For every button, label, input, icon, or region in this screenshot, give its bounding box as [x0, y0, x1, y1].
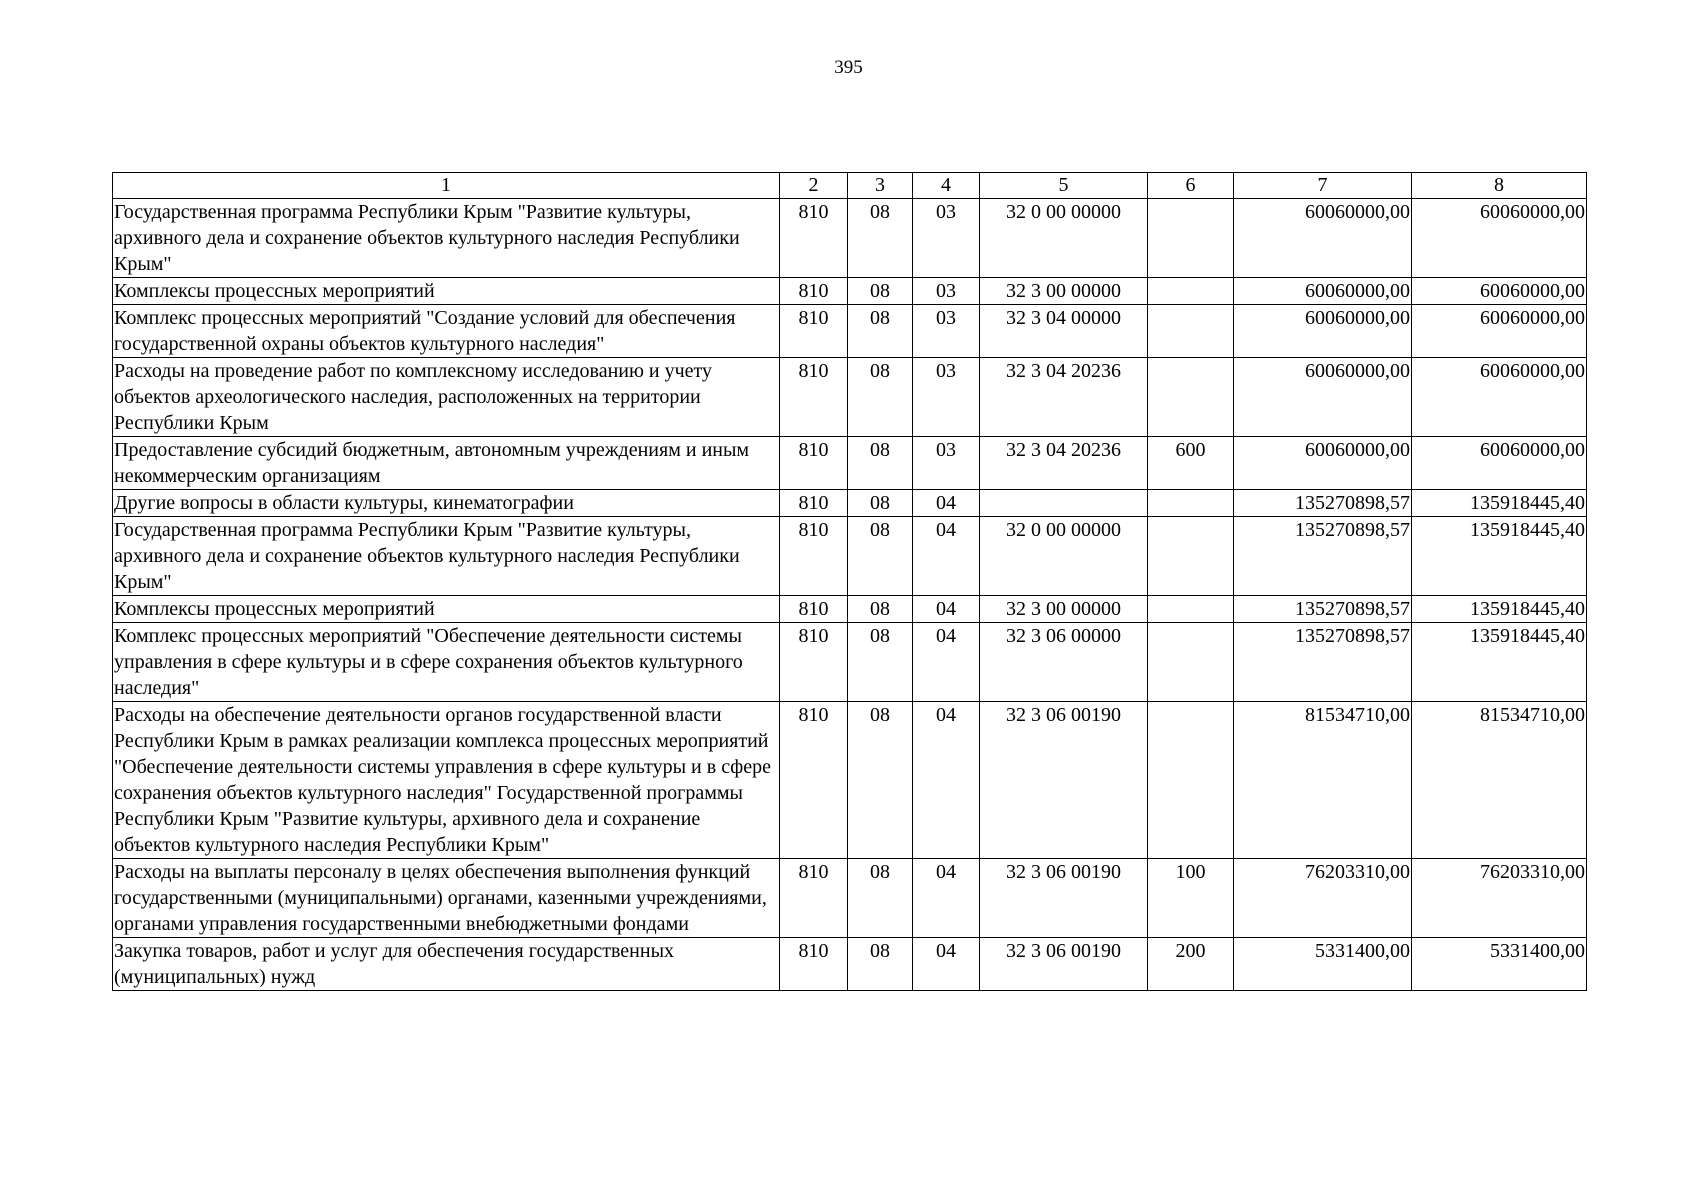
column-header: 5	[980, 173, 1148, 199]
cell-col-6	[1148, 490, 1234, 517]
cell-col-5: 32 0 00 00000	[980, 517, 1148, 596]
cell-col-2: 810	[780, 199, 848, 278]
cell-col-6: 600	[1148, 437, 1234, 490]
table-row	[113, 437, 1587, 490]
row-description: Закупка товаров, работ и услуг для обеспечения государственных (муниципальных) нужд	[113, 938, 780, 991]
cell-col-3: 08	[848, 358, 913, 437]
cell-amount-col-8: 60060000,00	[1412, 437, 1587, 490]
cell-amount-col-8: 81534710,00	[1412, 702, 1587, 859]
cell-col-4: 04	[913, 859, 980, 938]
table-row	[113, 517, 1587, 596]
cell-amount-col-7: 60060000,00	[1234, 278, 1412, 305]
cell-amount-col-7: 135270898,57	[1234, 596, 1412, 623]
cell-amount-col-8: 135918445,40	[1412, 517, 1587, 596]
cell-col-3: 08	[848, 278, 913, 305]
cell-col-5: 32 3 06 00190	[980, 702, 1148, 859]
cell-col-3: 08	[848, 702, 913, 859]
cell-col-2: 810	[780, 490, 848, 517]
cell-amount-col-8: 76203310,00	[1412, 859, 1587, 938]
cell-col-5: 32 3 04 00000	[980, 305, 1148, 358]
cell-col-4: 04	[913, 702, 980, 859]
row-description: Комплексы процессных мероприятий	[113, 278, 780, 305]
row-description: Расходы на обеспечение деятельности органов государственной власти Республики Крым в рамках реализации комплекса процессных мероприятий "Обеспечение деятельности системы управления в сфере культуры и в сфере сохранения объектов культурного наследия" Государственной программы Республики Крым "Развитие культуры, архивного дела и сохранение объектов культурного наследия Республики Крым"	[113, 702, 780, 859]
cell-amount-col-7: 5331400,00	[1234, 938, 1412, 991]
cell-col-3: 08	[848, 305, 913, 358]
cell-amount-col-7: 135270898,57	[1234, 490, 1412, 517]
cell-col-4: 03	[913, 437, 980, 490]
cell-amount-col-7: 60060000,00	[1234, 305, 1412, 358]
cell-col-6	[1148, 596, 1234, 623]
cell-col-3: 08	[848, 437, 913, 490]
row-description: Расходы на проведение работ по комплексному исследованию и учету объектов археологического наследия, расположенных на территории Республики Крым	[113, 358, 780, 437]
cell-col-6: 200	[1148, 938, 1234, 991]
cell-col-2: 810	[780, 596, 848, 623]
cell-col-2: 810	[780, 702, 848, 859]
cell-col-6	[1148, 199, 1234, 278]
cell-col-2: 810	[780, 623, 848, 702]
cell-col-2: 810	[780, 305, 848, 358]
cell-col-6	[1148, 623, 1234, 702]
cell-col-6	[1148, 702, 1234, 859]
row-description: Комплексы процессных мероприятий	[113, 596, 780, 623]
cell-col-3: 08	[848, 596, 913, 623]
cell-col-2: 810	[780, 938, 848, 991]
cell-col-5: 32 3 00 00000	[980, 596, 1148, 623]
cell-amount-col-7: 60060000,00	[1234, 199, 1412, 278]
cell-col-5	[980, 490, 1148, 517]
cell-col-2: 810	[780, 517, 848, 596]
cell-col-2: 810	[780, 278, 848, 305]
cell-col-4: 04	[913, 517, 980, 596]
table-row	[113, 278, 1587, 305]
cell-col-4: 04	[913, 596, 980, 623]
cell-amount-col-8: 135918445,40	[1412, 623, 1587, 702]
cell-amount-col-8: 135918445,40	[1412, 490, 1587, 517]
cell-col-4: 03	[913, 278, 980, 305]
cell-col-6	[1148, 358, 1234, 437]
cell-amount-col-8: 60060000,00	[1412, 278, 1587, 305]
cell-amount-col-8: 60060000,00	[1412, 358, 1587, 437]
cell-amount-col-7: 76203310,00	[1234, 859, 1412, 938]
cell-col-2: 810	[780, 437, 848, 490]
table-row	[113, 490, 1587, 517]
row-description: Расходы на выплаты персоналу в целях обеспечения выполнения функций государственными (муниципальными) органами, казенными учреждениями, органами управления государственными внебюджетными фондами	[113, 859, 780, 938]
cell-amount-col-7: 81534710,00	[1234, 702, 1412, 859]
cell-col-5: 32 3 06 00190	[980, 938, 1148, 991]
cell-amount-col-8: 60060000,00	[1412, 305, 1587, 358]
column-header: 4	[913, 173, 980, 199]
cell-col-5: 32 3 04 20236	[980, 358, 1148, 437]
row-description: Комплекс процессных мероприятий "Обеспечение деятельности системы управления в сфере культуры и в сфере сохранения объектов культурного наследия"	[113, 623, 780, 702]
cell-col-5: 32 3 04 20236	[980, 437, 1148, 490]
column-header: 3	[848, 173, 913, 199]
table-row	[113, 596, 1587, 623]
budget-table	[112, 172, 1587, 991]
cell-col-4: 03	[913, 305, 980, 358]
cell-col-3: 08	[848, 859, 913, 938]
cell-col-5: 32 3 00 00000	[980, 278, 1148, 305]
cell-col-2: 810	[780, 859, 848, 938]
column-header: 2	[780, 173, 848, 199]
table-row	[113, 199, 1587, 278]
cell-col-4: 04	[913, 938, 980, 991]
table-header-row	[113, 173, 1587, 199]
cell-amount-col-8: 5331400,00	[1412, 938, 1587, 991]
cell-col-3: 08	[848, 490, 913, 517]
cell-col-6	[1148, 517, 1234, 596]
cell-col-3: 08	[848, 623, 913, 702]
table-row	[113, 623, 1587, 702]
column-header: 6	[1148, 173, 1234, 199]
row-description: Предоставление субсидий бюджетным, автономным учреждениям и иным некоммерческим организациям	[113, 437, 780, 490]
page-number: 395	[834, 57, 863, 78]
row-description: Государственная программа Республики Крым "Развитие культуры, архивного дела и сохранение объектов культурного наследия Республики Крым"	[113, 199, 780, 278]
cell-col-6	[1148, 278, 1234, 305]
column-header: 1	[113, 173, 780, 199]
cell-amount-col-8: 135918445,40	[1412, 596, 1587, 623]
cell-col-3: 08	[848, 938, 913, 991]
table-row	[113, 702, 1587, 859]
table-body	[113, 199, 1587, 991]
cell-col-2: 810	[780, 358, 848, 437]
cell-col-5: 32 0 00 00000	[980, 199, 1148, 278]
row-description: Комплекс процессных мероприятий "Создание условий для обеспечения государственной охраны объектов культурного наследия"	[113, 305, 780, 358]
cell-col-6: 100	[1148, 859, 1234, 938]
cell-col-3: 08	[848, 517, 913, 596]
cell-col-4: 03	[913, 358, 980, 437]
table-row	[113, 358, 1587, 437]
cell-col-4: 03	[913, 199, 980, 278]
cell-amount-col-7: 135270898,57	[1234, 623, 1412, 702]
row-description: Другие вопросы в области культуры, кинематографии	[113, 490, 780, 517]
cell-amount-col-7: 60060000,00	[1234, 358, 1412, 437]
cell-amount-col-8: 60060000,00	[1412, 199, 1587, 278]
table-row	[113, 305, 1587, 358]
column-header: 8	[1412, 173, 1587, 199]
column-header: 7	[1234, 173, 1412, 199]
cell-col-6	[1148, 305, 1234, 358]
cell-col-4: 04	[913, 490, 980, 517]
cell-amount-col-7: 60060000,00	[1234, 437, 1412, 490]
cell-amount-col-7: 135270898,57	[1234, 517, 1412, 596]
row-description: Государственная программа Республики Крым "Развитие культуры, архивного дела и сохранение объектов культурного наследия Республики Крым"	[113, 517, 780, 596]
table-row	[113, 938, 1587, 991]
table-row	[113, 859, 1587, 938]
cell-col-4: 04	[913, 623, 980, 702]
cell-col-5: 32 3 06 00190	[980, 859, 1148, 938]
cell-col-3: 08	[848, 199, 913, 278]
cell-col-5: 32 3 06 00000	[980, 623, 1148, 702]
